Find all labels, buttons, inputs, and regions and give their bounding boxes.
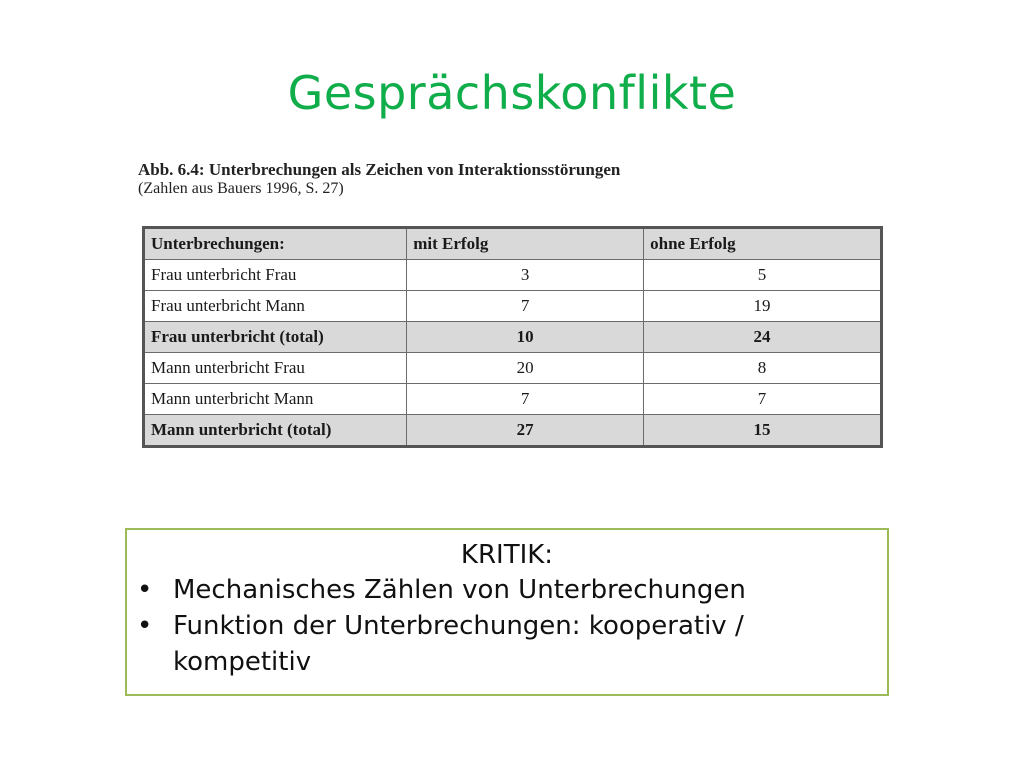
table-header-row bbox=[144, 228, 882, 260]
cell-ohne-erfolg: 7 bbox=[644, 384, 882, 415]
cell-mit-erfolg: 27 bbox=[407, 415, 644, 447]
kritik-box bbox=[125, 528, 889, 696]
cell-ohne-erfolg: 5 bbox=[644, 260, 882, 291]
caption-line-2: (Zahlen aus Bauers 1996, S. 27) bbox=[138, 180, 344, 197]
list-item bbox=[127, 572, 887, 608]
cell-ohne-erfolg: 8 bbox=[644, 353, 882, 384]
cell-mit-erfolg: 10 bbox=[407, 322, 644, 353]
row-label: Mann unterbricht Frau bbox=[144, 353, 407, 384]
row-label: Frau unterbricht Mann bbox=[144, 291, 407, 322]
row-label: Frau unterbricht (total) bbox=[144, 322, 407, 353]
cell-mit-erfolg: 7 bbox=[407, 291, 644, 322]
header-cell-mit-erfolg: mit Erfolg bbox=[407, 228, 644, 260]
cell-ohne-erfolg: 15 bbox=[644, 415, 882, 447]
scanned-figure bbox=[138, 160, 890, 460]
table-row bbox=[144, 353, 882, 384]
header-cell-category: Unterbrechungen: bbox=[144, 228, 407, 260]
bullet-icon: • bbox=[137, 575, 153, 605]
cell-mit-erfolg: 7 bbox=[407, 384, 644, 415]
cell-mit-erfolg: 20 bbox=[407, 353, 644, 384]
row-label: Mann unterbricht (total) bbox=[144, 415, 407, 447]
cell-mit-erfolg: 3 bbox=[407, 260, 644, 291]
table-row bbox=[144, 384, 882, 415]
bullet-icon: • bbox=[137, 611, 153, 641]
list-item-text: Funktion der Unterbrechungen: kooperativ / kompetitiv bbox=[173, 611, 744, 677]
cell-ohne-erfolg: 24 bbox=[644, 322, 882, 353]
caption-line-1: Abb. 6.4: Unterbrechungen als Zeichen von Interaktionsstörungen bbox=[138, 160, 621, 179]
list-item-text: Mechanisches Zählen von Unterbrechungen bbox=[173, 575, 746, 605]
table-row-total bbox=[144, 415, 882, 447]
row-label: Mann unterbricht Mann bbox=[144, 384, 407, 415]
kritik-heading: KRITIK: bbox=[460, 540, 554, 570]
kritik-list bbox=[127, 572, 887, 680]
cell-ohne-erfolg: 19 bbox=[644, 291, 882, 322]
interruptions-table bbox=[142, 226, 883, 448]
table-row bbox=[144, 260, 882, 291]
figure-caption bbox=[138, 160, 890, 198]
header-cell-ohne-erfolg: ohne Erfolg bbox=[644, 228, 882, 260]
list-item bbox=[127, 608, 887, 680]
table-row bbox=[144, 291, 882, 322]
table-row-total bbox=[144, 322, 882, 353]
slide-title: Gesprächskonflikte bbox=[287, 66, 737, 120]
row-label: Frau unterbricht Frau bbox=[144, 260, 407, 291]
